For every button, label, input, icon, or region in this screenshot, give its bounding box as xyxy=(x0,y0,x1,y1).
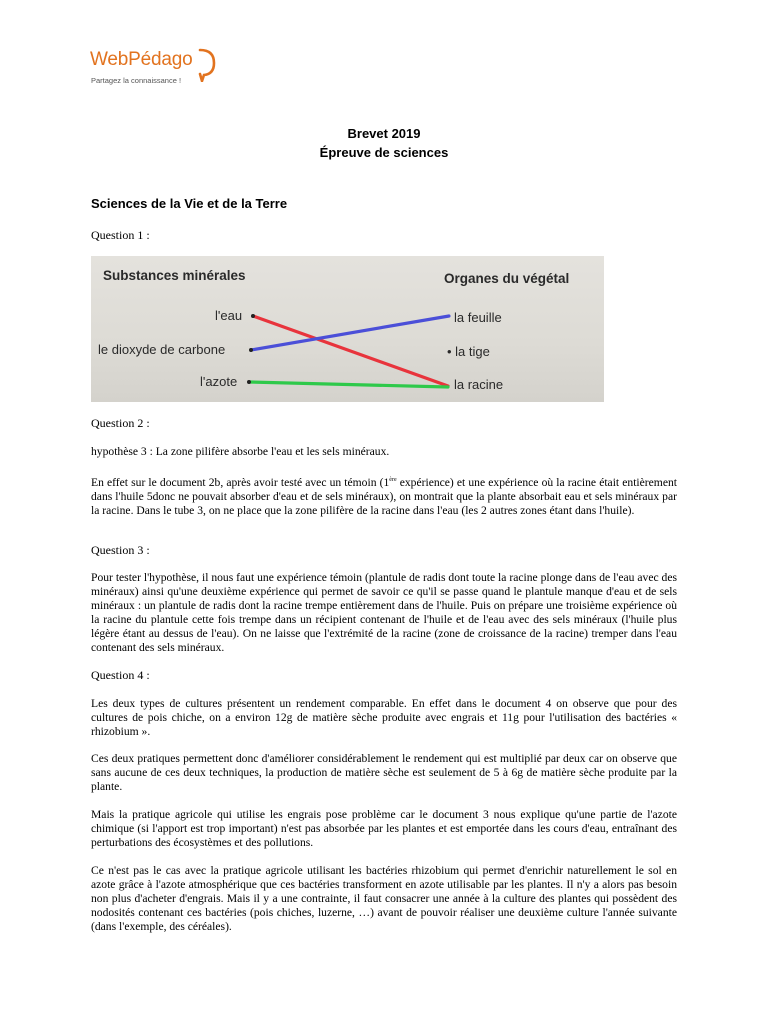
question-4-paragraph-1: Les deux types de cultures présentent un rendement comparable. En effet dans le document 4 on observe que pour des cultures de pois chiche, on a environ 12g de matière sèche produite avec engrais et 11g pour l'utilisation des bactéries « rhizobium ». xyxy=(91,697,677,738)
dot-azote xyxy=(247,380,251,384)
figure-right-item: la racine xyxy=(454,377,504,392)
dot-co2 xyxy=(249,348,253,352)
answer-text: En effet sur le document 2b, après avoir testé avec un témoin (1 xyxy=(91,475,390,489)
figure-right-item: la feuille xyxy=(454,310,502,325)
section-heading: Sciences de la Vie et de la Terre xyxy=(91,196,288,211)
question-2-label: Question 2 : xyxy=(91,416,150,430)
question-4-paragraph-3: Mais la pratique agricole qui utilise les engrais pose problème car le document 3 nous explique qu'une partie de l'azote chimique (si l'apport est trop important) n'est pas absorbée par les plantes et est emportée dans les cours d'eau, entraînant des perturbations des écosystèmes et des pollutions. xyxy=(91,808,677,849)
figure-left-heading: Substances minérales xyxy=(103,268,246,283)
link-co2-feuille xyxy=(251,316,449,350)
logo-name: WebPédago xyxy=(90,49,193,70)
figure-left-item: l'azote xyxy=(200,374,238,389)
link-azote-racine xyxy=(249,382,448,387)
figure-right-heading: Organes du végétal xyxy=(444,271,570,286)
question-2-hypothesis: hypothèse 3 : La zone pilifère absorbe l'eau et les sels minéraux. xyxy=(91,445,390,458)
answer-text: expérience) et une expérience où la racine était entièrement dans l'huile 5donc ne pouvait absorber d'eau et de sels minéraux), on montrait que la plante absorbait eau et sels minéraux par la racine. Dans le tube 3, on ne place que la zone pilifère de la racine dans l'eau (les 2 autres zones étant dans l'huile). xyxy=(91,475,677,517)
exam-title: Brevet 2019 xyxy=(347,126,421,141)
link-eau-racine xyxy=(253,316,448,386)
question-1-label: Question 1 : xyxy=(91,228,150,242)
superscript: ère xyxy=(389,477,397,483)
exam-subtitle: Épreuve de sciences xyxy=(319,145,449,160)
dot-eau xyxy=(251,314,255,318)
question-4-paragraph-2: Ces deux pratiques permettent donc d'améliorer considérablement le rendement qui est multiplié par deux car on observe que sans aucune de ces deux techniques, la production de matière sèche est seulement de 5 à 6g de matière sèche produite par la plante. xyxy=(91,752,677,793)
question-3-answer: Pour tester l'hypothèse, il nous faut une expérience témoin (plantule de radis dont toute la racine plonge dans de l'eau avec des minéraux) ainsi qu'une deuxième expérience qui permet de savoir ce qu'il se passe quand le plantule manque d'eau et de sels minéraux : un plantule de radis dont la racine trempe entièrement dans de l'huile. Puis on prépare une troisième expérience où la racine du plantule cette fois trempe dans un récipient contenant de l'huile et de l'eau avec des sels minéraux (l'huile plus légère étant au dessus de l'eau). On ne laisse que l'extrémité de la racine (zone de croissance de la racine) tremper dans l'eau contenant des sels minéraux. xyxy=(91,571,677,654)
matching-exercise-photo xyxy=(91,256,604,402)
question-2-answer xyxy=(91,473,677,518)
logo-tagline: Partagez la connaissance ! xyxy=(91,76,182,85)
question-3-label: Question 3 : xyxy=(91,543,150,557)
document-title xyxy=(0,124,768,162)
figure-left-item: le dioxyde de carbone xyxy=(98,342,226,357)
question-4-label: Question 4 : xyxy=(91,668,150,682)
figure-right-item: • la tige xyxy=(447,344,490,359)
figure-left-item: l'eau xyxy=(215,308,243,323)
webpedago-logo[interactable] xyxy=(90,44,220,90)
speech-bubble-icon xyxy=(196,48,218,82)
question-4-paragraph-4: Ce n'est pas le cas avec la pratique agricole utilisant les bactéries rhizobium qui permet d'enrichir naturellement le sol en azote grâce à l'azote atmosphérique que ces bactéries transforment en azote utilisable par les plantes. Il n'y a alors pas besoin non plus d'acheter d'engrais. Mais il y a une contrainte, il faut consacrer une année à la culture des plantes qui possèdent des nodosités contenant ces bactéries (pois chiches, luzerne, …) avant de pouvoir réaliser une deuxième culture l'année suivante (dans l'exemple, des céréales). xyxy=(91,864,677,933)
